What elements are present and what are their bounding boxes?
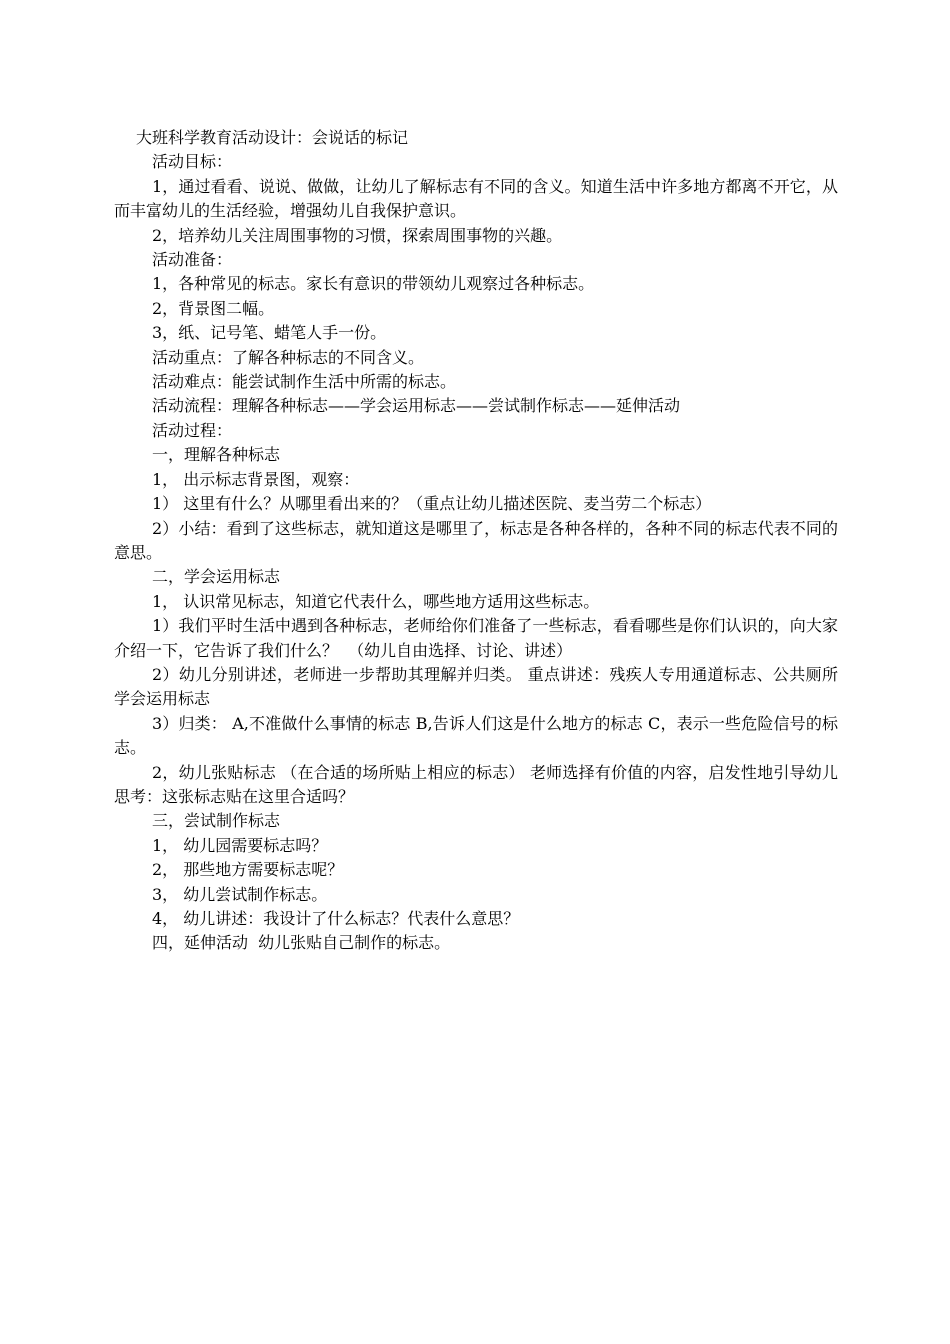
document-body	[114, 126, 838, 956]
process-substep: 2）小结：看到了这些标志，就知道这是哪里了，标志是各种各样的，各种不同的标志代表不同的意思。	[114, 518, 838, 562]
section-heading-goals: 活动目标：	[152, 152, 233, 172]
goal-item-2: 2，培养幼儿关注周围事物的习惯，探索周围事物的兴趣。	[152, 225, 563, 245]
process-substep: 1） 这里有什么？从哪里看出来的？（重点让幼儿描述医院、麦当劳二个标志）	[152, 494, 712, 514]
section-heading-process: 活动过程：	[152, 420, 233, 440]
process-step: 1， 幼儿园需要标志吗？	[152, 835, 328, 855]
activity-flow: 活动流程：理解各种标志——学会运用标志——尝试制作标志——延伸活动	[152, 396, 681, 416]
process-step: 4， 幼儿讲述：我设计了什么标志？代表什么意思？	[152, 909, 520, 928]
section-heading-preparation: 活动准备：	[152, 250, 233, 270]
process-part-2-heading: 二，学会运用标志	[152, 567, 281, 587]
process-substep: 1）我们平时生活中遇到各种标志，老师给你们准备了一些标志，看看哪些是你们认识的，向大家介绍一下，它告诉了我们什么？ （幼儿自由选择、讨论、讲述）	[114, 616, 838, 660]
process-step: 2，幼儿张贴标志 （在合适的场所贴上相应的标志） 老师选择有价值的内容，启发性地引导幼儿思考：这张标志贴在这里合适吗？	[114, 762, 838, 806]
process-step: 3， 幼儿尝试制作标志。	[152, 884, 328, 904]
preparation-item-1: 1，各种常见的标志。家长有意识的带领幼儿观察过各种标志。	[152, 274, 595, 294]
process-part-3-heading: 三，尝试制作标志	[152, 811, 281, 831]
process-part-1-heading: 一，理解各种标志	[152, 445, 281, 465]
process-step: 1， 认识常见标志，知道它代表什么，哪些地方适用这些标志。	[152, 591, 600, 611]
difficulty-point: 活动难点：能尝试制作生活中所需的标志。	[152, 372, 457, 392]
key-point: 活动重点：了解各种标志的不同含义。	[152, 347, 425, 367]
process-substep: 3）归类： A,不准做什么事情的标志 B,告诉人们这是什么地方的标志 C，表示一些危险信号的标志。	[114, 713, 838, 758]
process-part-4-heading: 四，延伸活动 幼儿张贴自己制作的标志。	[152, 933, 451, 953]
preparation-item-2: 2，背景图二幅。	[152, 298, 275, 318]
preparation-item-3: 3，纸、记号笔、蜡笔人手一份。	[152, 323, 387, 343]
process-step: 2， 那些地方需要标志呢？	[152, 860, 344, 880]
document-title: 大班科学教育活动设计：会说话的标记	[136, 128, 409, 147]
process-substep: 2）幼儿分别讲述，老师进一步帮助其理解并归类。 重点讲述：残疾人专用通道标志、公共厕所学会运用标志	[114, 664, 838, 709]
goal-item-1: 1，通过看看、说说、做做，让幼儿了解标志有不同的含义。知道生活中许多地方都离不开它，从而丰富幼儿的生活经验，增强幼儿自我保护意识。	[114, 176, 838, 221]
process-step: 1， 出示标志背景图，观察：	[152, 469, 360, 489]
